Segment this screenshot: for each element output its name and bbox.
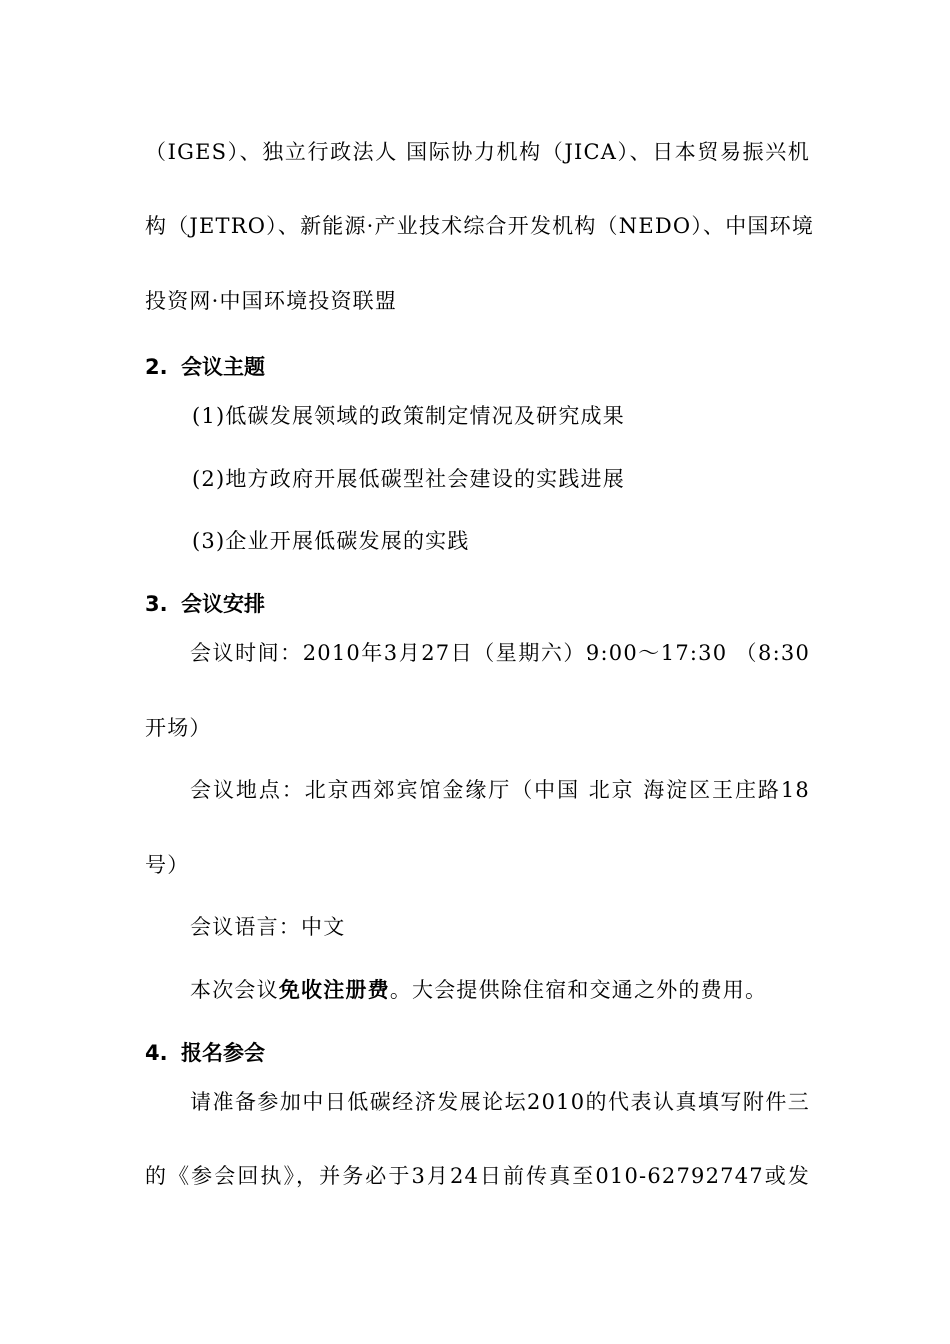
- meeting-fee: [190, 976, 810, 1004]
- section-heading-theme: [145, 353, 265, 381]
- section-title: 会议主题: [181, 355, 265, 379]
- fee-highlight: 免收注册费: [278, 978, 390, 1002]
- registration-line-2: 的《参会回执》，并务必于3月24日前传真至010-62792747或发: [145, 1164, 810, 1188]
- fee-suffix: 。大会提供除住宿和交通之外的费用。: [389, 978, 768, 1002]
- section-heading-registration: [145, 1039, 265, 1067]
- section-heading-arrangement: [145, 590, 265, 618]
- org-line-3: 投资网·中国环境投资联盟: [145, 289, 398, 313]
- org-line-2: 构（JETRO）、新能源·产业技术综合开发机构（NEDO）、中国环境: [145, 214, 815, 238]
- org-line-1: （IGES）、独立行政法人 国际协力机构（JICA）、日本贸易振兴机: [145, 140, 810, 164]
- section-number: 2.: [145, 355, 168, 379]
- theme-item-3: (3)企业开展低碳发展的实践: [192, 529, 470, 553]
- theme-item-2: (2)地方政府开展低碳型社会建设的实践进展: [192, 467, 625, 491]
- meeting-language: 会议语言：中文: [190, 915, 346, 939]
- section-number: 3.: [145, 592, 168, 616]
- meeting-time-line-2: 开场）: [145, 716, 212, 740]
- section-number: 4.: [145, 1041, 168, 1065]
- section-title: 报名参会: [181, 1041, 265, 1065]
- registration-line-1: 请准备参加中日低碳经济发展论坛2010的代表认真填写附件三: [190, 1090, 810, 1114]
- theme-item-1: (1)低碳发展领域的政策制定情况及研究成果: [192, 404, 625, 428]
- meeting-venue-line-1: 会议地点：北京西郊宾馆金缘厅（中国 北京 海淀区王庄路18: [190, 778, 810, 802]
- meeting-time-line-1: 会议时间：2010年3月27日（星期六）9:00～17:30 （8:30: [190, 641, 810, 665]
- fee-prefix: 本次会议: [190, 978, 279, 1002]
- section-title: 会议安排: [181, 592, 265, 616]
- meeting-venue-line-2: 号）: [145, 853, 190, 877]
